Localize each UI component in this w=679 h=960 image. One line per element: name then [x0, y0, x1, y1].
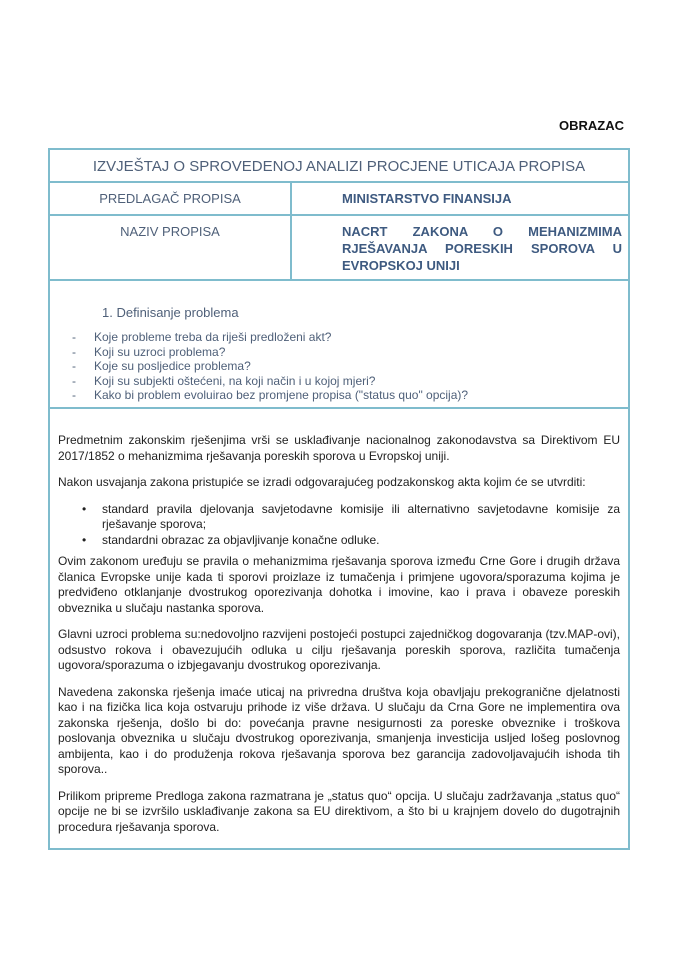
guiding-question: - Koje su posljedice problema? — [50, 359, 468, 374]
guiding-question: - Koji su subjekti oštećeni, na koji način i u kojoj mjeri? — [50, 374, 468, 389]
regulation-name-value — [292, 216, 628, 279]
paragraph: Prilikom pripreme Predloga zakona razmatrana je „status quo“ opcija. U slučaju zadržavanja „status quo“ opcije ne bi se izvršilo usklađivanje zakona sa EU direktivom, a što bi u krajnjem dovelo do dugotrajnih procedura rješavanja sporova. — [58, 788, 620, 834]
problem-definition-section — [50, 281, 628, 409]
paragraph: Nakon usvajanja zakona pristupiće se izradi odgovarajućeg podzakonskog akta kojim će se utvrditi: — [58, 475, 586, 489]
guiding-question: - Kako bi problem evoluirao bez promjene propisa ("status quo" opcija)? — [50, 388, 468, 403]
section-heading: 1. Definisanje problema — [102, 305, 239, 320]
proposer-row — [50, 183, 628, 216]
proposer-label: PREDLAGAČ PROPISA — [50, 183, 292, 214]
bullet-item: • standardni obrazac za objavljivanje konačne odluke. — [58, 533, 620, 549]
proposer-value: MINISTARSTVO FINANSIJA — [342, 191, 512, 206]
answer-text — [58, 433, 620, 846]
regulation-name-line: EVROPSKOJ UNIJI — [342, 258, 460, 273]
regulation-name-line: NACRT ZAKONA O MEHANIZMIMA — [342, 224, 622, 239]
problem-answer-section — [50, 409, 628, 848]
form-label: OBRAZAC — [559, 118, 624, 133]
guiding-questions-list — [50, 330, 468, 403]
guiding-question: - Koji su uzroci problema? — [50, 345, 468, 360]
paragraph: Navedena zakonska rješenja imaće uticaj na privredna društva koja obavljaju prekogranične djelatnosti kao i na fizička lica koja ostvaruju prihode iz više država. U slučaju da Crna Gore ne implementira ova zakonska rješenja, došlo bi do: povećanja pravne nesigurnosti za poreske obveznike i troškova poslovanja obveznika u slučaju dvostrukog oporezivanja, smanjenja investicija usljed lošeg poslovnog ambijenta, kao i do produženja rokova rješavanja sporova bez garancija zadovoljavajućih ishoda tih sporova.. — [58, 684, 620, 776]
ria-report-form — [48, 148, 630, 850]
paragraph: Predmetnim zakonskim rješenjima vrši se usklađivanje nacionalnog zakonodavstva sa Direktivom EU 2017/1852 o mehanizmima rješavanja poreskih sporova u Evropskoj uniji. — [58, 433, 620, 463]
regulation-name-label: NAZIV PROPISA — [50, 216, 292, 279]
guiding-question: - Koje probleme treba da riješi predloženi akt? — [50, 330, 468, 345]
paragraph: Glavni uzroci problema su:nedovoljno razvijeni postojeći postupci zajedničkog dogovaranja (tzv.MAP-ovi), odsustvo rokova i obavezujućih odluka u cilju rješavanja poreskih sporova, različita tumačenja ugovora/sporazuma o izbjegavanju dvostrukog oporezivanja. — [58, 627, 620, 672]
bylaw-items-list — [58, 502, 620, 549]
regulation-name-row — [50, 216, 628, 281]
paragraph: Ovim zakonom uređuju se pravila o mehanizmima rješavanja sporova između Crne Gore i drugih država članica Evropske unije kada ti sporovi proizlaze iz tumačenja i primjene ugovora/sporazuma kojima je predviđeno otklanjanje dvostrukog oporezivanja dohotka i imovine, kao i prava i obaveze poreskih obveznika u slučaju nastanka sporova. — [58, 554, 620, 615]
regulation-name-line: RJEŠAVANJA PORESKIH SPOROVA U — [342, 241, 622, 256]
bullet-item: • standard pravila djelovanja savjetodavne komisije ili alternativno savjetodavne komisije za rješavanje sporova; — [58, 502, 620, 533]
report-title: IZVJEŠTAJ O SPROVEDENOJ ANALIZI PROCJENE UTICAJA PROPISA — [50, 150, 628, 183]
